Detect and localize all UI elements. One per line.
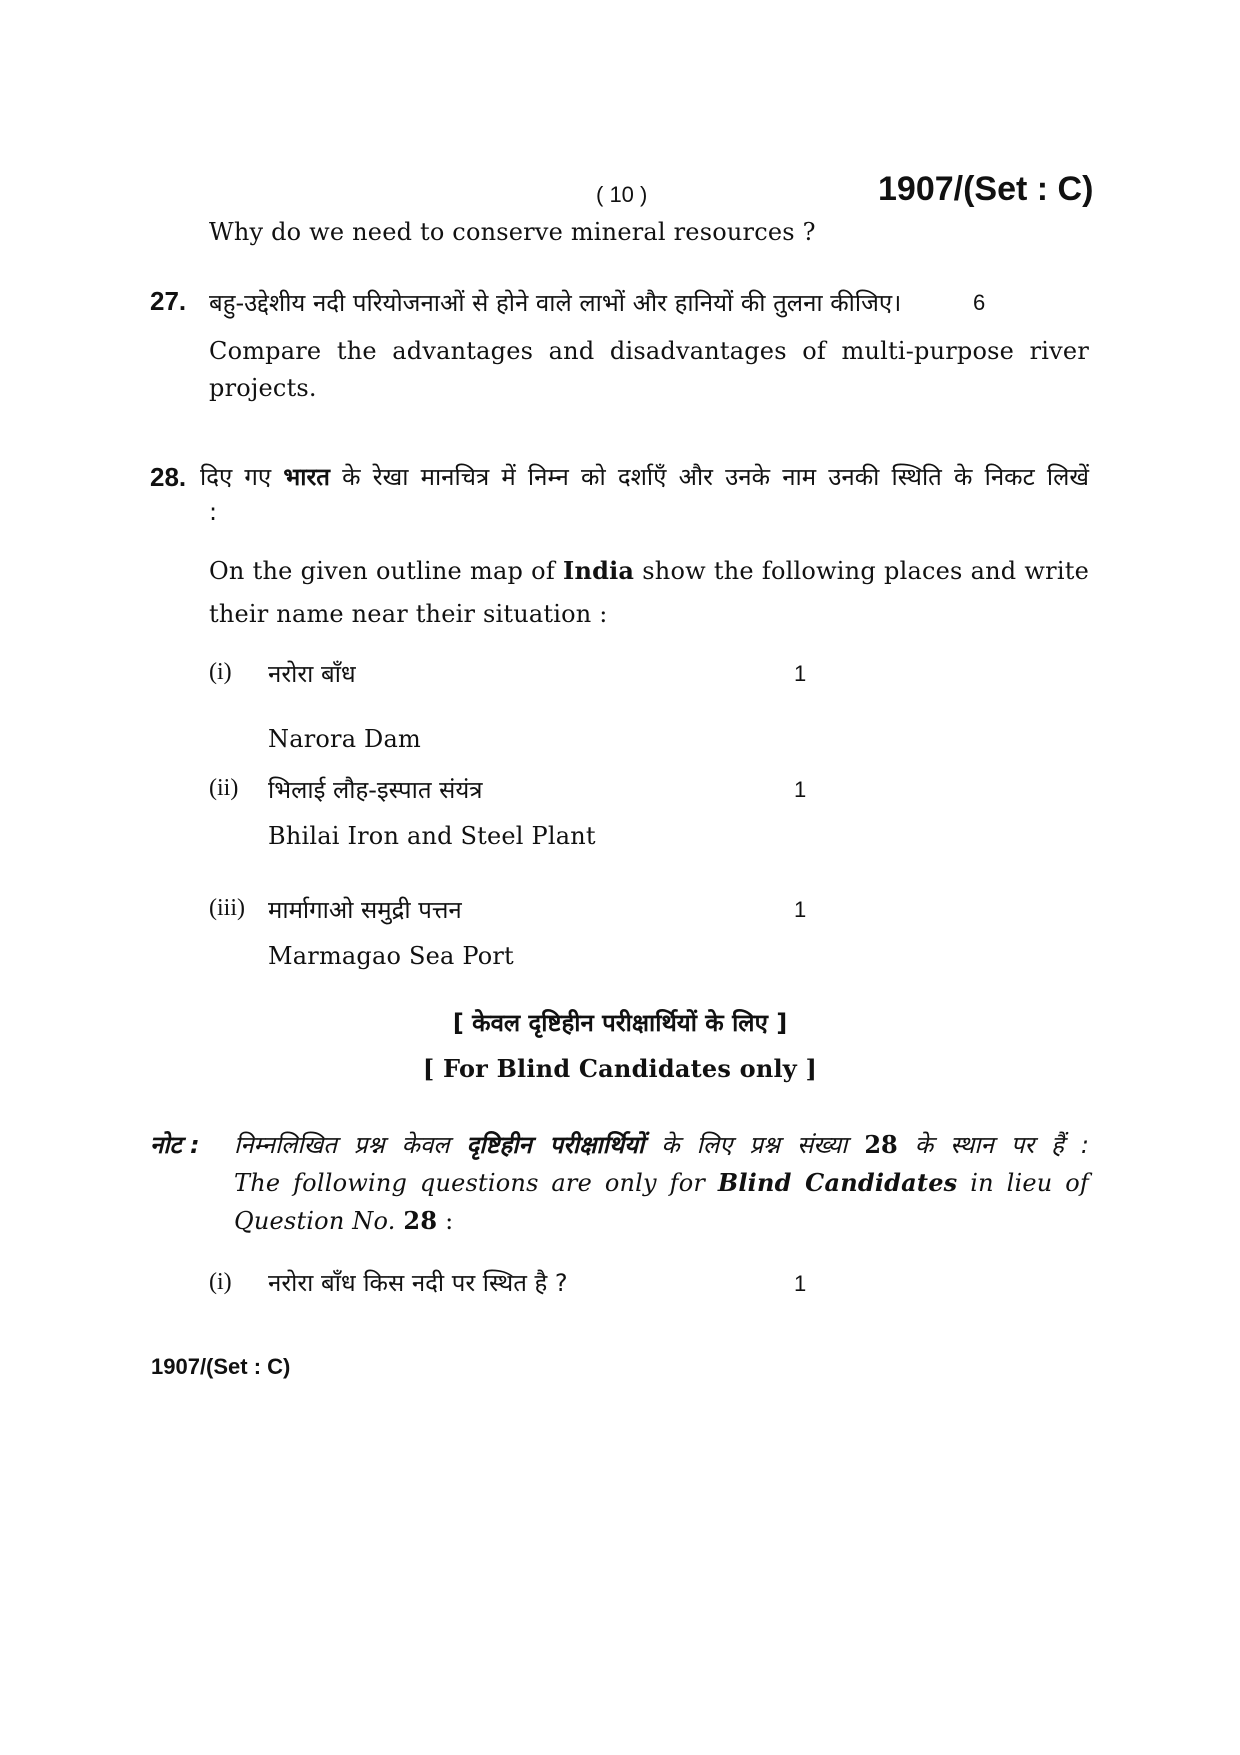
note-label: नोट : bbox=[150, 1131, 200, 1159]
note-english-line2-post: : bbox=[445, 1207, 454, 1235]
q28-item-english: Narora Dam bbox=[268, 725, 421, 753]
note-hindi-bold: दृष्टिहीन परीक्षार्थियों bbox=[466, 1131, 645, 1159]
q27-hindi: बहु-उद्देशीय नदी परियोजनाओं से होने वाले लाभों और हानियों की तुलना कीजिए। bbox=[209, 289, 902, 317]
q28-english-post: show the following places and write bbox=[642, 557, 1089, 585]
q28-item-english: Bhilai Iron and Steel Plant bbox=[268, 822, 596, 850]
note-hindi-num: 28 bbox=[864, 1130, 898, 1159]
q27-english-line1: Compare the advantages and disadvantages of multi-purpose river bbox=[209, 337, 1089, 365]
q28-english-pre: On the given outline map of bbox=[209, 557, 555, 585]
blind-item-hindi: नरोरा बाँध किस नदी पर स्थित है ? bbox=[268, 1269, 568, 1297]
blind-heading-english: [ For Blind Candidates only ] bbox=[422, 1054, 818, 1083]
q28-english-line2: their name near their situation : bbox=[209, 600, 608, 628]
page-number: ( 10 ) bbox=[596, 182, 648, 207]
q27-number: 27. bbox=[150, 286, 187, 316]
q27-marks: 6 bbox=[973, 290, 986, 315]
q28-item-hindi: भिलाई लौह-इस्पात संयंत्र bbox=[268, 776, 483, 804]
note-english-line2-num: 28 bbox=[403, 1206, 438, 1235]
q28-number: 28. bbox=[150, 462, 187, 492]
q28-hindi bbox=[200, 460, 1089, 493]
q28-item-english: Marmagao Sea Port bbox=[268, 942, 514, 970]
note-english-pre: The following questions are only for bbox=[234, 1169, 706, 1197]
q28-hindi-post: के रेखा मानचित्र में निम्न को दर्शाएँ और उनके नाम उनकी स्थिति के निकट लिखें bbox=[342, 463, 1090, 491]
note-english-post: in lieu of bbox=[970, 1169, 1089, 1197]
q28-item-marks: 1 bbox=[794, 777, 807, 802]
blind-heading-hindi: [ केवल दृष्टिहीन परीक्षार्थियों के लिए ] bbox=[452, 1009, 788, 1037]
q28-english-bold: India bbox=[563, 556, 635, 585]
blind-item-roman: (i) bbox=[209, 1269, 232, 1295]
note-english-line2-pre: Question No. bbox=[234, 1207, 396, 1235]
note-hindi-post: के स्थान पर हैं : bbox=[914, 1131, 1089, 1159]
q28-item-roman: (ii) bbox=[209, 775, 239, 801]
q28-hindi-colon: : bbox=[209, 498, 218, 526]
note-english-bold: Blind Candidates bbox=[717, 1168, 958, 1197]
q27-english-line2: projects. bbox=[209, 374, 317, 402]
q28-english-line1 bbox=[209, 556, 1089, 585]
q28-item-hindi: नरोरा बाँध bbox=[268, 660, 356, 688]
q28-hindi-pre: दिए गए bbox=[200, 463, 272, 491]
q28-hindi-bold: भारत bbox=[283, 463, 330, 491]
q28-item-marks: 1 bbox=[794, 661, 807, 686]
q28-item-hindi: मार्मागाओ समुद्री पत्तन bbox=[268, 896, 462, 924]
q28-item-marks: 1 bbox=[794, 897, 807, 922]
header-set-code: 1907/(Set : C) bbox=[878, 170, 1094, 208]
note-english-line2 bbox=[234, 1206, 453, 1235]
note-hindi bbox=[234, 1128, 1089, 1161]
note-english-line1 bbox=[234, 1168, 1089, 1197]
note-hindi-mid: के लिए प्रश्न संख्या bbox=[661, 1131, 848, 1159]
prev-question-english: Why do we need to conserve mineral resources ? bbox=[209, 218, 816, 246]
q28-item-roman: (iii) bbox=[209, 895, 245, 921]
footer-set-code: 1907/(Set : C) bbox=[151, 1354, 291, 1379]
q28-item-roman: (i) bbox=[209, 659, 232, 685]
blind-item-marks: 1 bbox=[794, 1271, 807, 1296]
note-hindi-pre: निम्नलिखित प्रश्न केवल bbox=[234, 1131, 450, 1159]
